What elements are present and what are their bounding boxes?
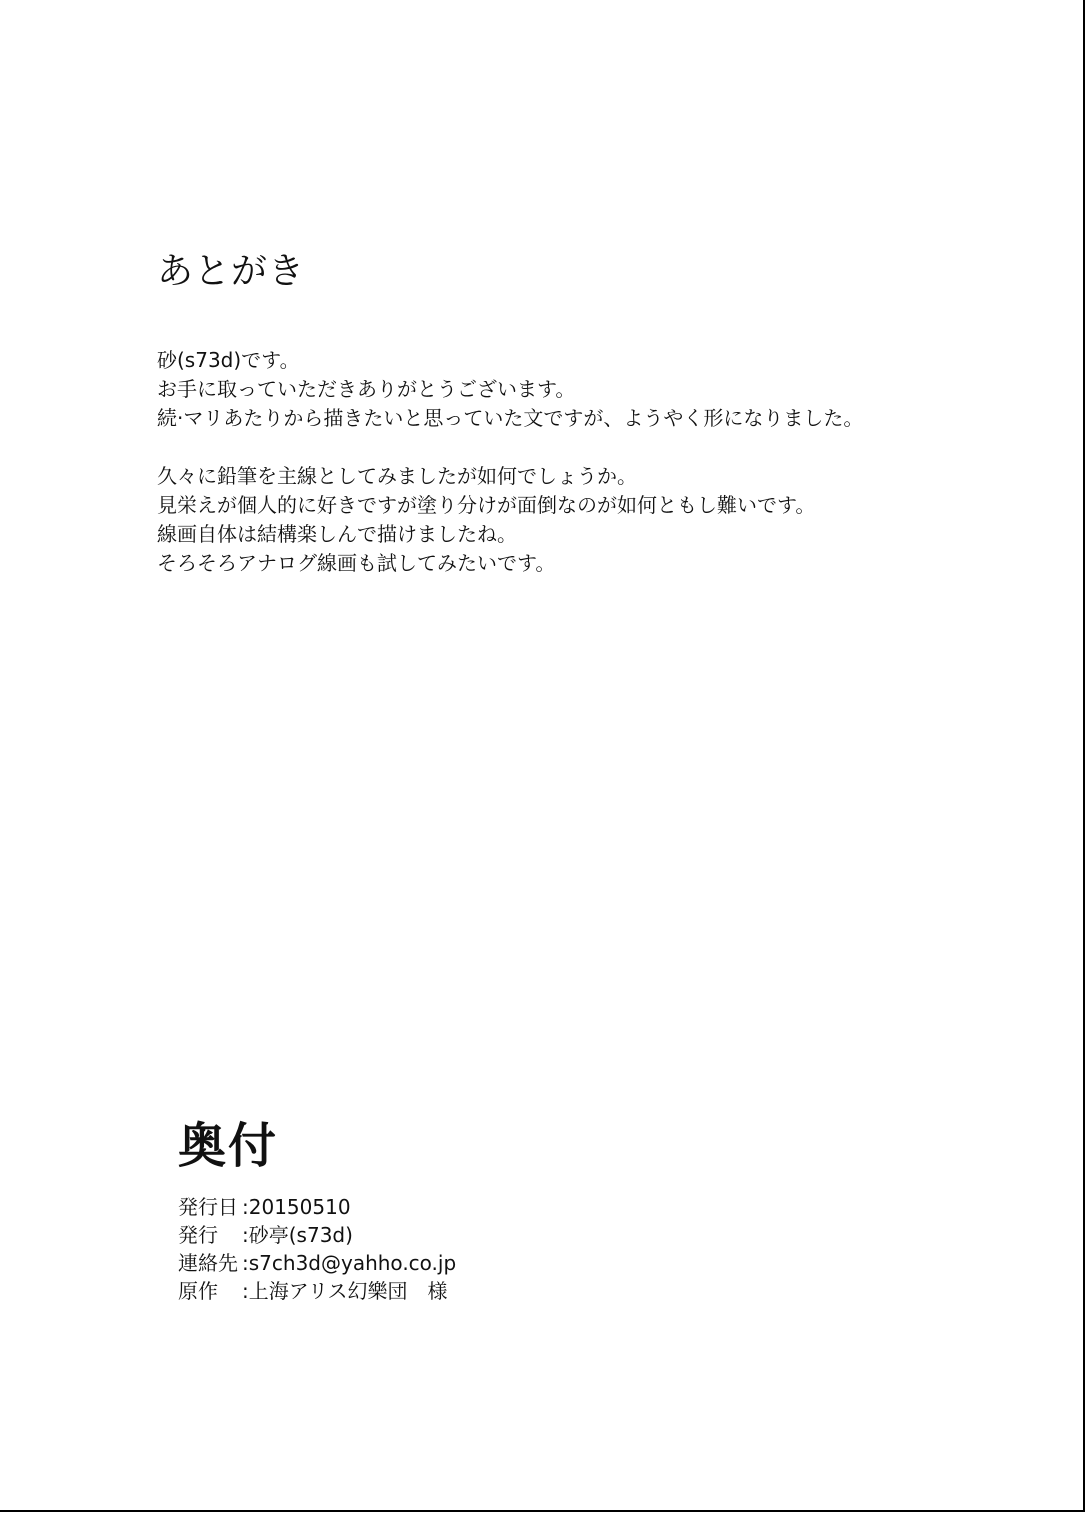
afterword-line: お手に取っていただきありがとうございます。 xyxy=(157,377,576,401)
afterword-line: 見栄えが個人的に好きですが塗り分けが面倒なのが如何ともし難いです。 xyxy=(157,493,816,517)
colophon-title: 奥付 xyxy=(178,1118,279,1174)
afterword-line: そろそろアナログ線画も試してみたいです。 xyxy=(157,551,556,575)
afterword-line: 線画自体は結構楽しんで描けましたね。 xyxy=(157,522,517,546)
colophon-value: 上海アリス幻樂団 様 xyxy=(248,1279,448,1303)
colophon-row-original-work xyxy=(178,1277,456,1305)
colophon-value: 20150510 xyxy=(248,1195,351,1219)
colophon-value: s7ch3d@yahho.co.jp xyxy=(248,1251,457,1275)
colophon-row-issue-date xyxy=(178,1193,456,1221)
colophon-row-publisher xyxy=(178,1221,456,1249)
colophon-label: 発行日 xyxy=(178,1195,238,1219)
colophon-label: 発行 xyxy=(178,1223,238,1247)
afterword-line: 続·マリあたりから描きたいと思っていた文ですが、ようやく形になりました。 xyxy=(157,406,864,430)
colophon-separator: : xyxy=(242,1251,249,1275)
colophon-separator: : xyxy=(242,1223,249,1247)
colophon-list xyxy=(178,1193,456,1305)
colophon-label: 原作 xyxy=(178,1279,238,1303)
afterword-body xyxy=(157,346,863,578)
afterword-paragraph-1 xyxy=(157,346,863,433)
afterword-line: 久々に鉛筆を主線としてみましたが如何でしょうか。 xyxy=(157,464,637,488)
afterword-line: 砂(s73d)です。 xyxy=(157,348,300,372)
colophon-label: 連絡先 xyxy=(178,1251,238,1275)
colophon-value: 砂亭(s73d) xyxy=(248,1223,353,1247)
colophon-separator: : xyxy=(242,1279,249,1303)
colophon-row-contact xyxy=(178,1249,456,1277)
colophon-separator: : xyxy=(242,1195,249,1219)
afterword-paragraph-2 xyxy=(157,462,863,578)
afterword-title: あとがき xyxy=(157,251,306,292)
